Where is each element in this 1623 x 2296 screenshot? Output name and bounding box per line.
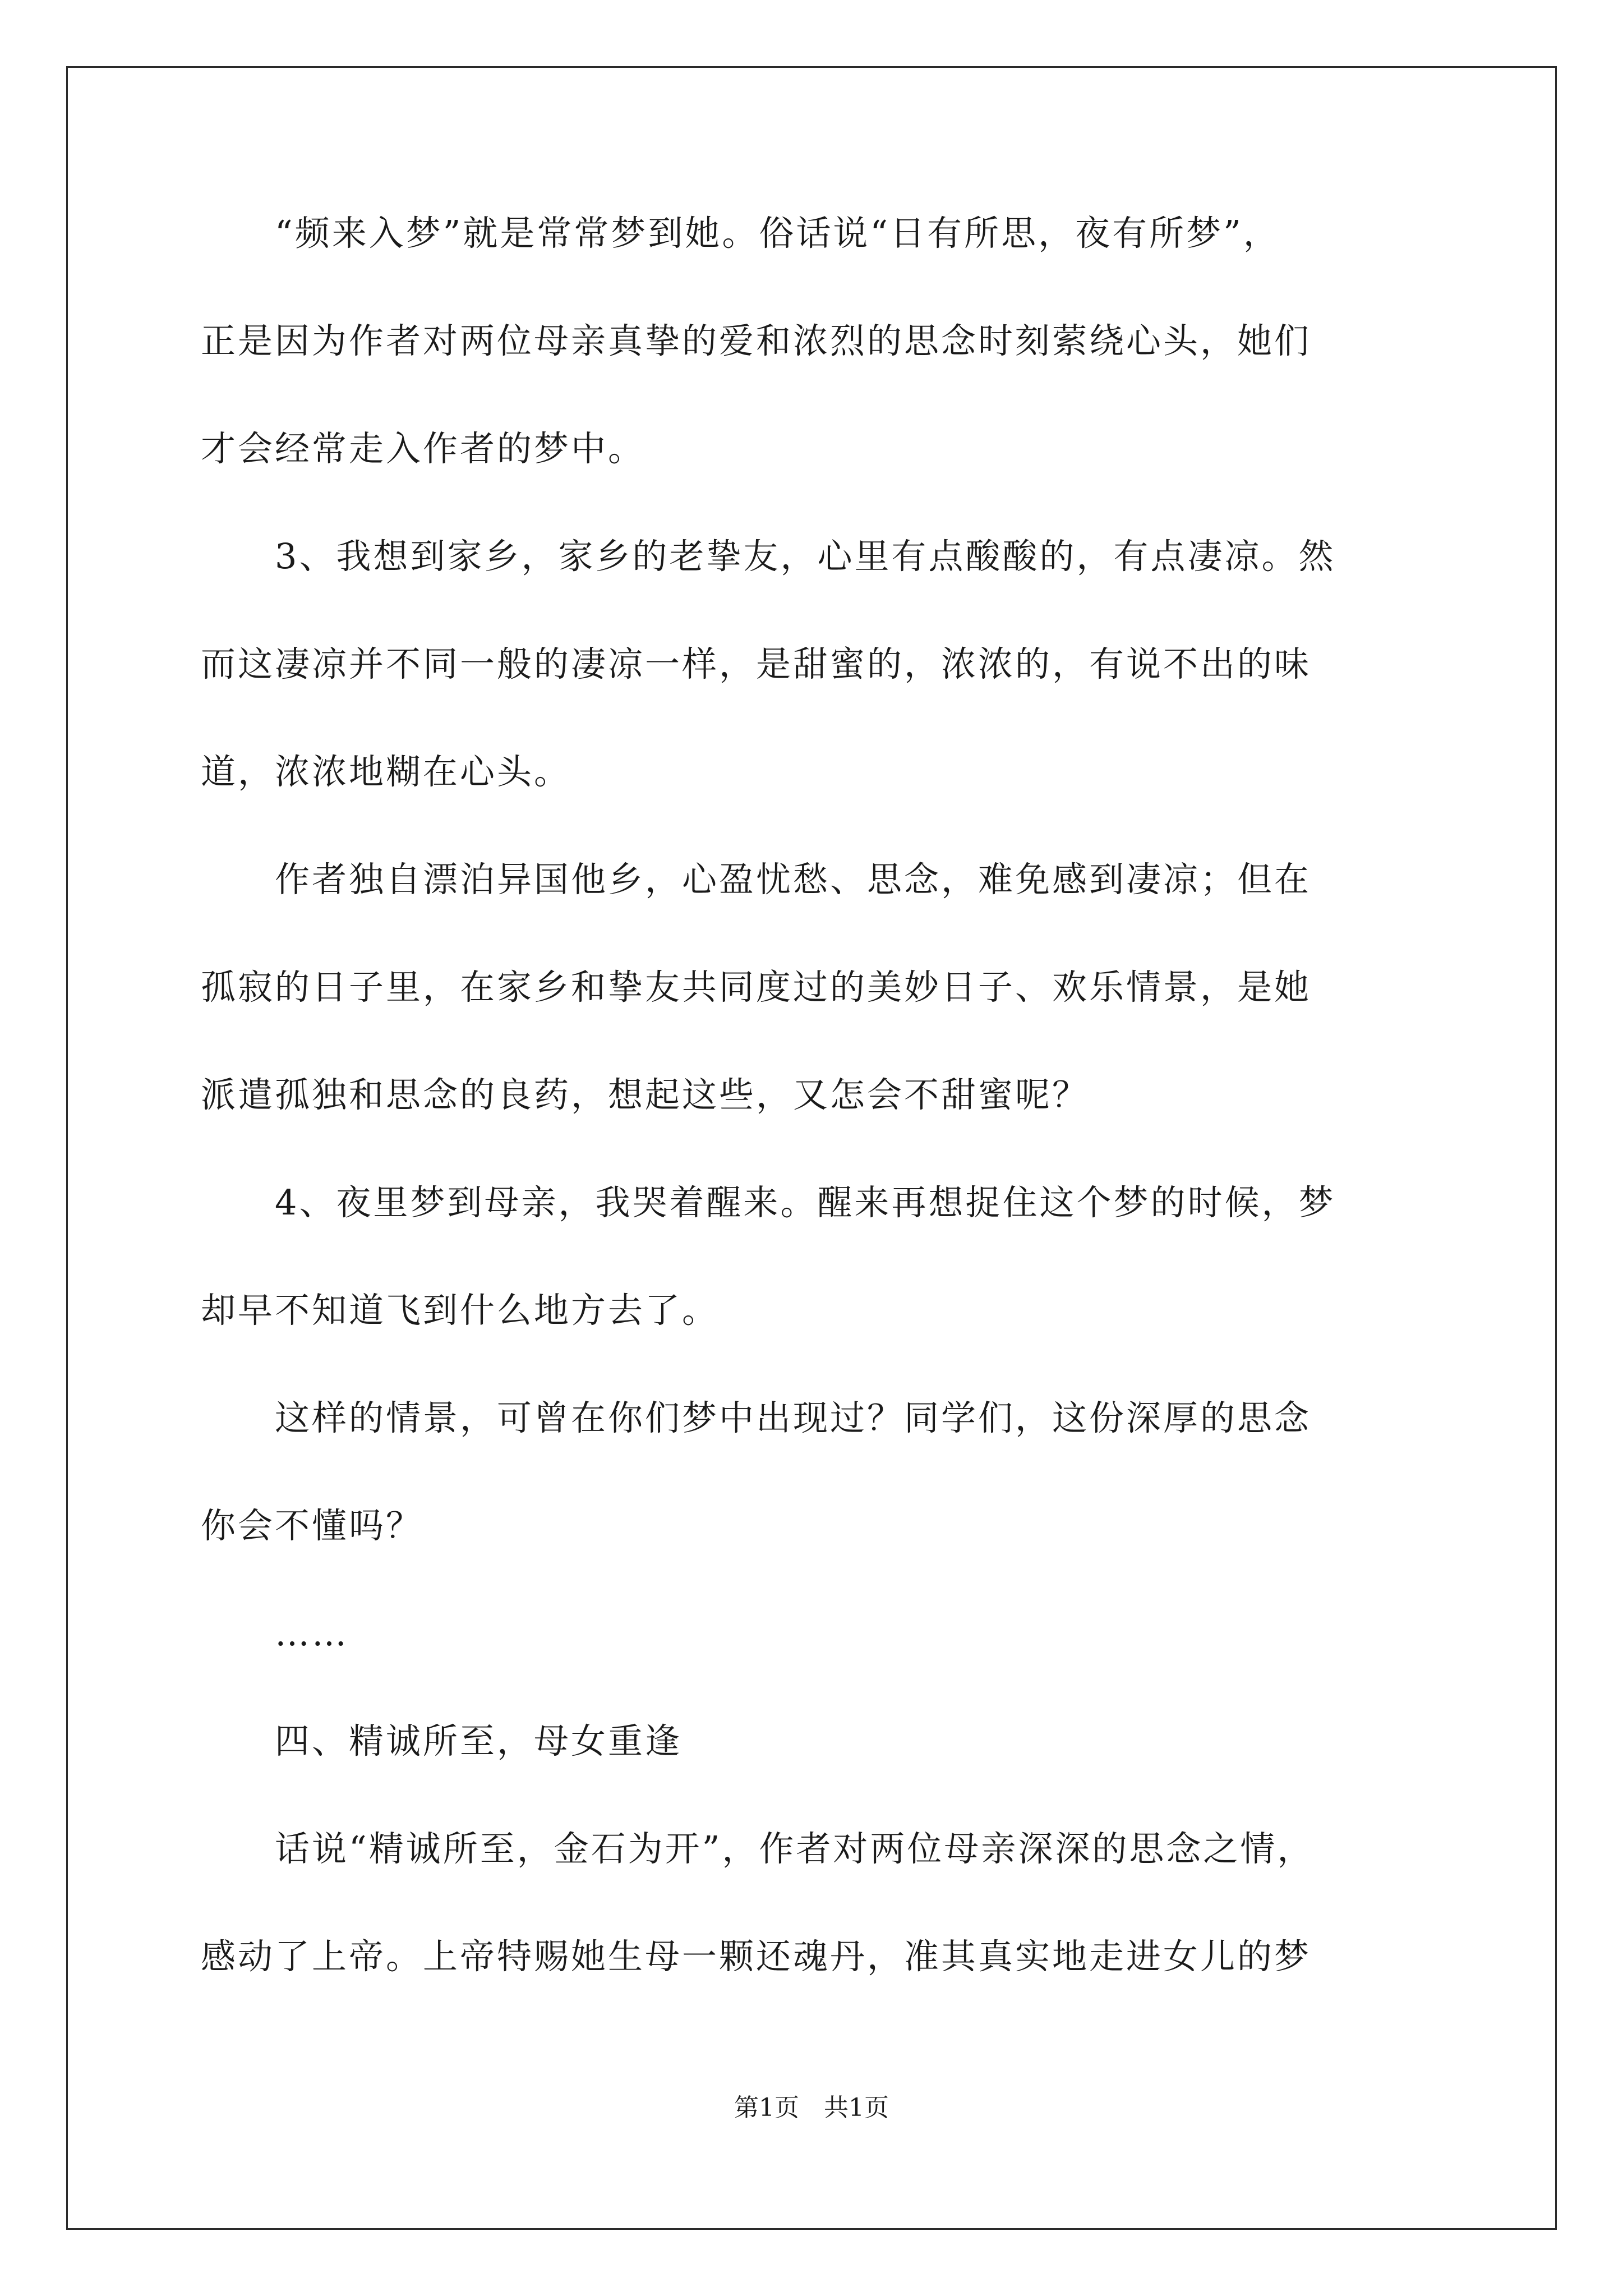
text-line: 4、夜里梦到母亲，我哭着醒来。醒来再想捉住这个梦的时候，梦 <box>201 1182 1336 1223</box>
text-line: 这样的情景，可曾在你们梦中出现过？同学们，这份深厚的思念 <box>201 1397 1312 1438</box>
text-line: 才会经常走入作者的梦中。 <box>201 428 645 469</box>
text-line: 话说“精诚所至，金石为开”，作者对两位母亲深深的思念之情， <box>201 1828 1315 1869</box>
document-body <box>201 213 1435 1977</box>
text-line: “频来入梦”就是常常梦到她。俗话说“日有所思，夜有所梦”， <box>201 213 1280 254</box>
text-line: 作者独自漂泊异国他乡，心盈忧愁、思念，难免感到凄凉；但在 <box>201 859 1312 900</box>
page-number-footer: 第1页 共1页 <box>734 2093 889 2122</box>
text-line: 孤寂的日子里，在家乡和挚友共同度过的美妙日子、欢乐情景，是她 <box>201 967 1312 1007</box>
text-line: 正是因为作者对两位母亲真挚的爱和浓烈的思念时刻萦绕心头，她们 <box>201 320 1312 361</box>
text-line: 而这凄凉并不同一般的凄凉一样，是甜蜜的，浓浓的，有说不出的味 <box>201 643 1312 684</box>
text-line: 你会不懂吗？ <box>201 1505 423 1546</box>
text-line: 道，浓浓地糊在心头。 <box>201 751 571 792</box>
section-heading: 四、精诚所至，母女重逢 <box>201 1720 683 1761</box>
text-line: 却早不知道飞到什么地方去了。 <box>201 1290 720 1331</box>
text-line: …… <box>201 1613 349 1654</box>
text-line: 感动了上帝。上帝特赐她生母一颗还魂丹，准其真实地走进女儿的梦 <box>201 1936 1312 1977</box>
text-line: 3、我想到家乡，家乡的老挚友，心里有点酸酸的，有点凄凉。然 <box>201 536 1336 577</box>
text-line: 派遣孤独和思念的良药，想起这些，又怎会不甜蜜呢？ <box>201 1074 1090 1115</box>
